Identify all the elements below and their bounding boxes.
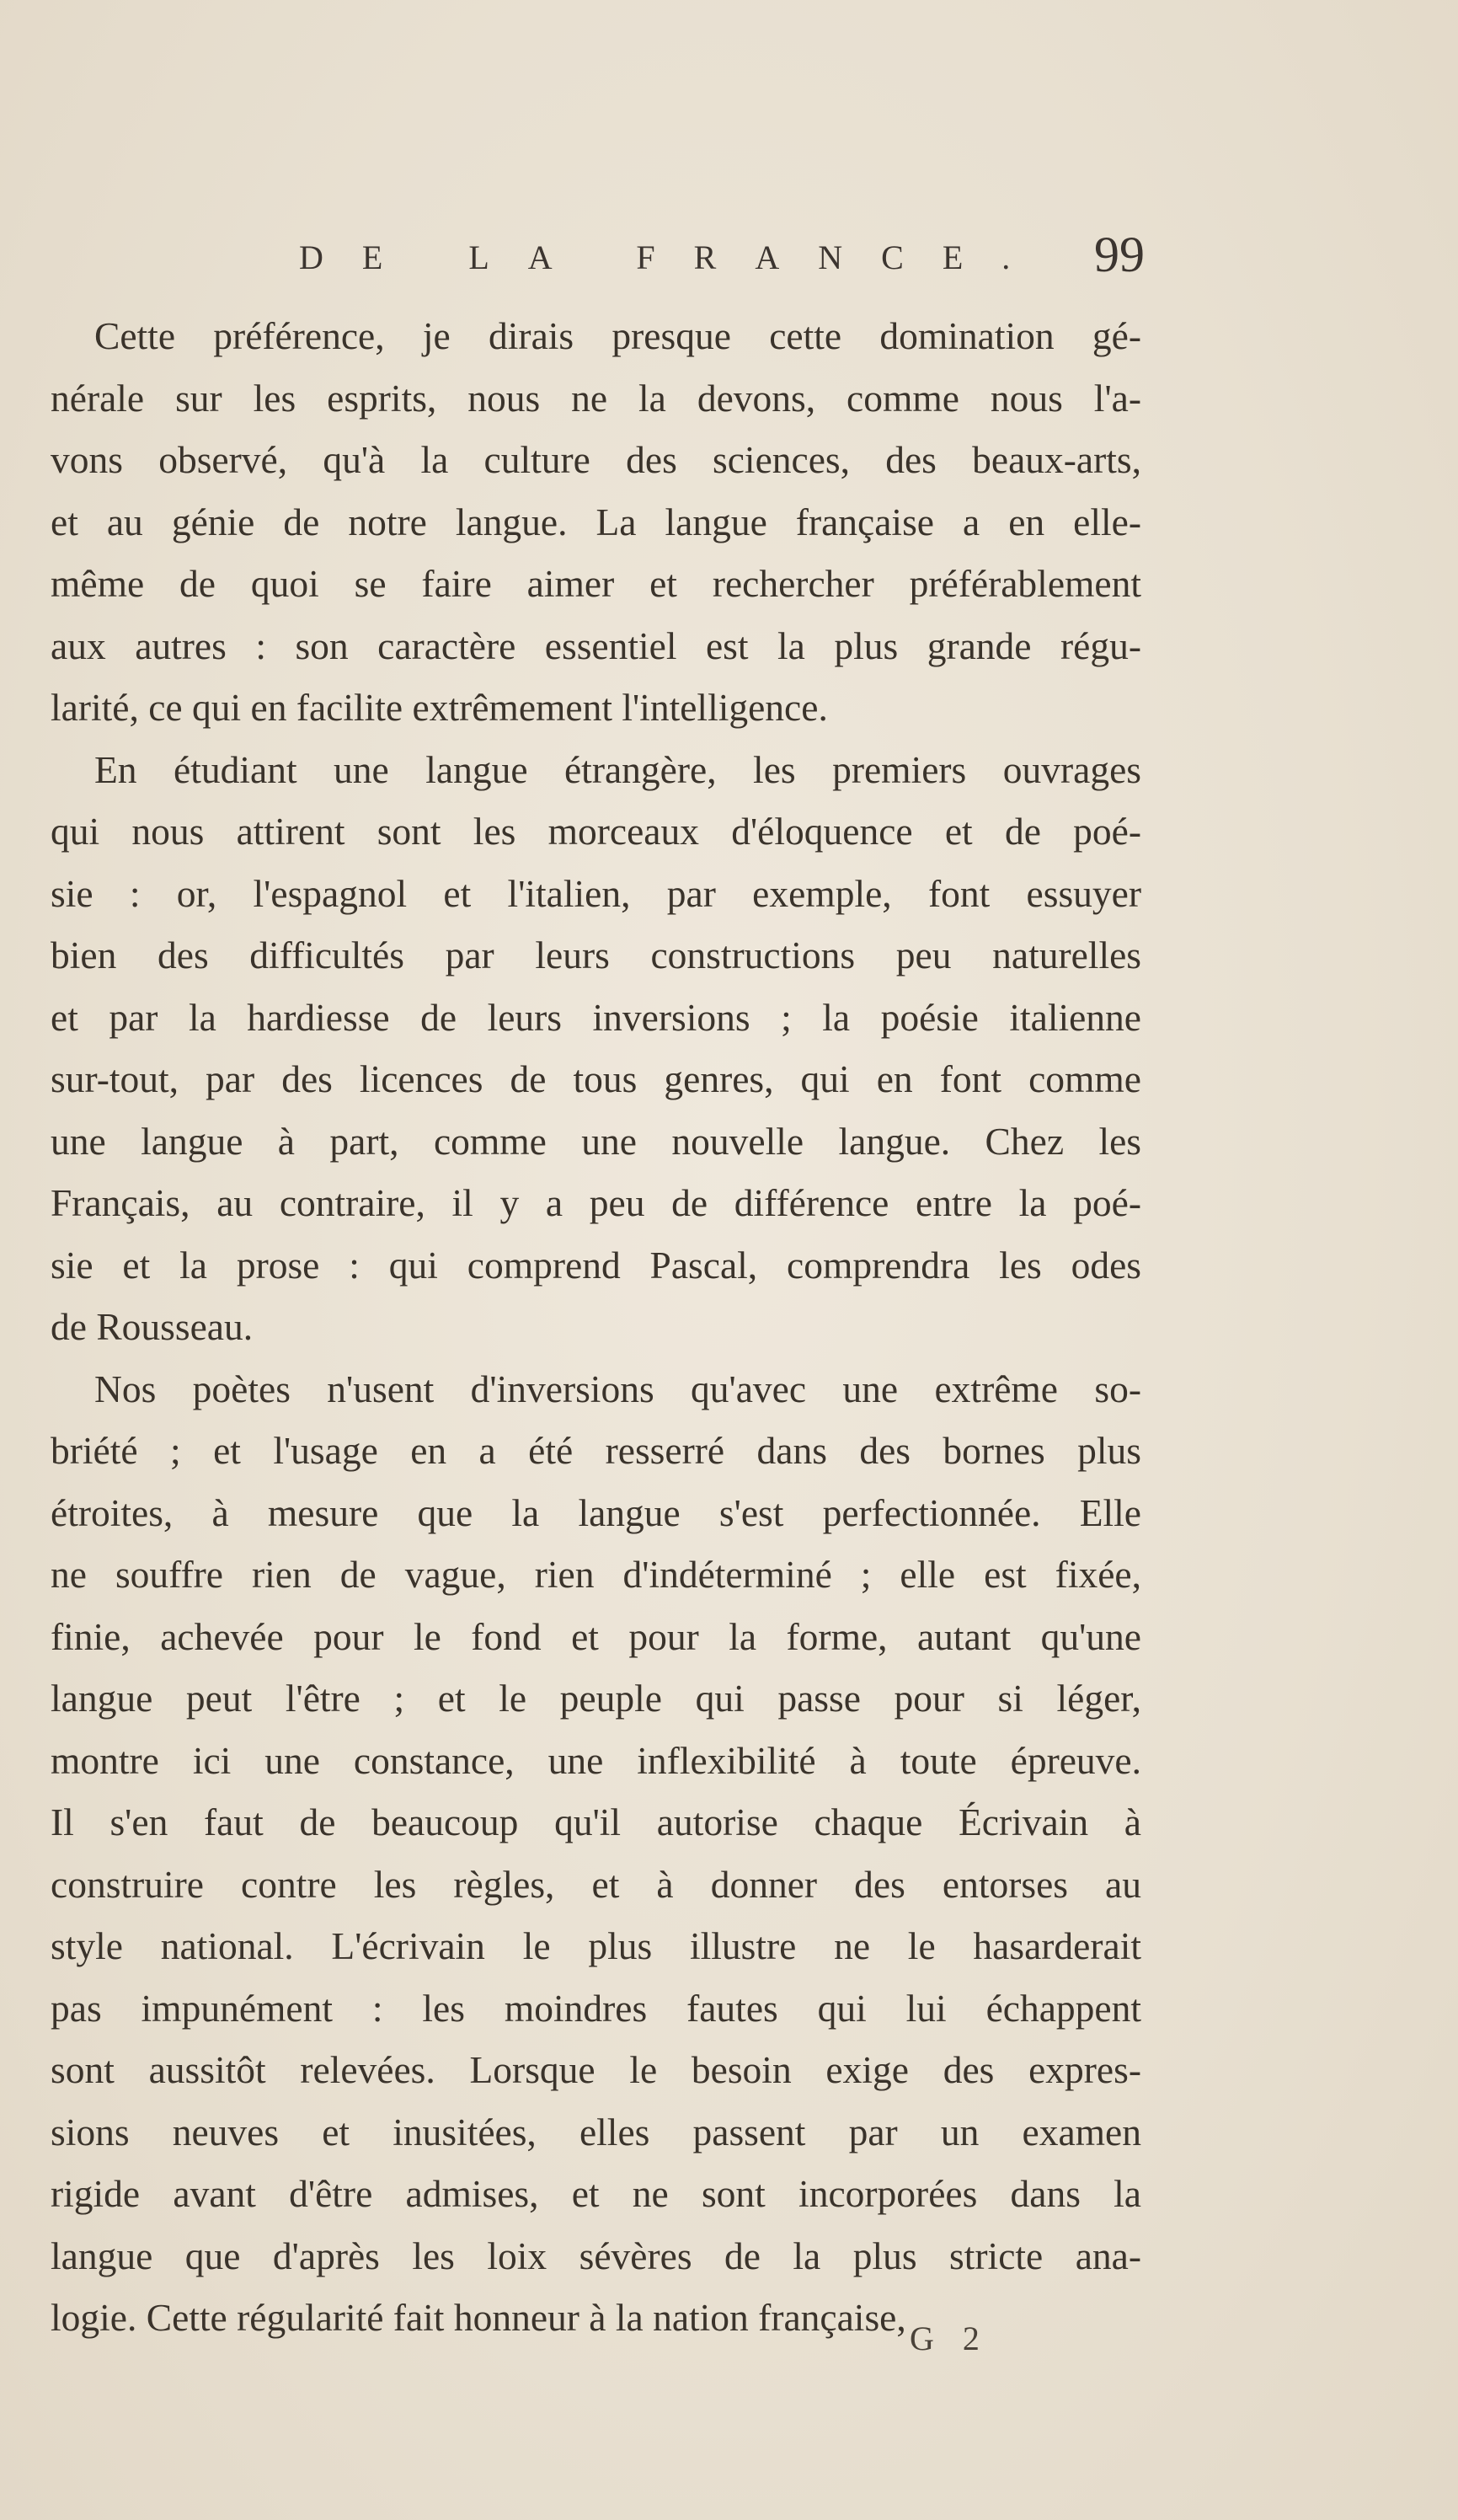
text-line: une langue à part, comme une nouvelle langue. Chez les <box>51 1119 1141 1163</box>
text-line: sions neuves et inusitées, elles passent par un examen <box>51 2110 1141 2154</box>
text-line: pas impunément : les moindres fautes qui lui échappent <box>51 1986 1141 2030</box>
text-line: bien des difficultés par leurs constructions peu naturelles <box>51 934 1141 976</box>
text-line: style national. L'écrivain le plus illustre ne le hasarderait <box>51 1924 1141 1967</box>
text-line: logie. Cette régularité fait honneur à la nation française, <box>51 2296 906 2339</box>
page-number: 99 <box>1094 227 1145 282</box>
text-line: ne souffre rien de vague, rien d'indéterminé ; elle est fixée, <box>51 1553 1141 1596</box>
text-line: étroites, à mesure que la langue s'est perfectionnée. Elle <box>51 1490 1141 1534</box>
running-head: DE LA FRANCE. <box>299 238 1049 276</box>
text-line: En étudiant une langue étrangère, les premiers ouvrages <box>94 747 1141 791</box>
text-line: sie : or, l'espagnol et l'italien, par exemple, font essuyer <box>51 871 1141 915</box>
page-header <box>291 226 1158 302</box>
text-line: sur-tout, par des licences de tous genres, qui en font comme <box>51 1057 1141 1100</box>
text-line: montre ici une constance, une inflexibilité à toute épreuve. <box>51 1738 1141 1782</box>
text-line: et au génie de notre langue. La langue française a en elle- <box>51 500 1141 543</box>
signature-mark: G 2 <box>910 2319 990 2357</box>
text-line: briété ; et l'usage en a été resserré dans des bornes plus <box>51 1429 1141 1472</box>
text-line: construire contre les règles, et à donner des entorses au <box>51 1862 1141 1906</box>
body-text <box>51 305 1141 2349</box>
text-line: finie, achevée pour le fond et pour la forme, autant qu'une <box>51 1614 1141 1658</box>
text-line: vons observé, qu'à la culture des sciences, des beaux-arts, <box>51 438 1141 481</box>
text-line: Français, au contraire, il y a peu de différence entre la poé- <box>51 1181 1141 1224</box>
text-line: langue que d'après les loix sévères de la plus stricte ana- <box>51 2234 1141 2277</box>
text-line: et par la hardiesse de leurs inversions ; la poésie italienne <box>51 995 1141 1039</box>
text-line: sie et la prose : qui comprend Pascal, comprendra les odes <box>51 1243 1141 1287</box>
text-line: larité, ce qui en facilite extrêmement l'intelligence. <box>51 686 828 729</box>
text-line: Il s'en faut de beaucoup qu'il autorise chaque Écrivain à <box>51 1800 1141 1843</box>
text-line: sont aussitôt relevées. Lorsque le besoin exige des expres- <box>51 2048 1141 2091</box>
text-line: langue peut l'être ; et le peuple qui passe pour si léger, <box>51 1677 1141 1720</box>
text-line: même de quoi se faire aimer et rechercher préférablement <box>51 562 1141 605</box>
text-line: nérale sur les esprits, nous ne la devons, comme nous l'a- <box>51 376 1141 420</box>
text-line: qui nous attirent sont les morceaux d'éloquence et de poé- <box>51 810 1141 853</box>
text-line: Cette préférence, je dirais presque cette domination gé- <box>94 314 1141 357</box>
text-line: rigide avant d'être admises, et ne sont incorporées dans la <box>51 2172 1141 2215</box>
text-line: Nos poètes n'usent d'inversions qu'avec une extrême so- <box>94 1367 1141 1410</box>
text-line: de Rousseau. <box>51 1305 254 1348</box>
text-line: aux autres : son caractère essentiel est la plus grande régu- <box>51 623 1141 667</box>
